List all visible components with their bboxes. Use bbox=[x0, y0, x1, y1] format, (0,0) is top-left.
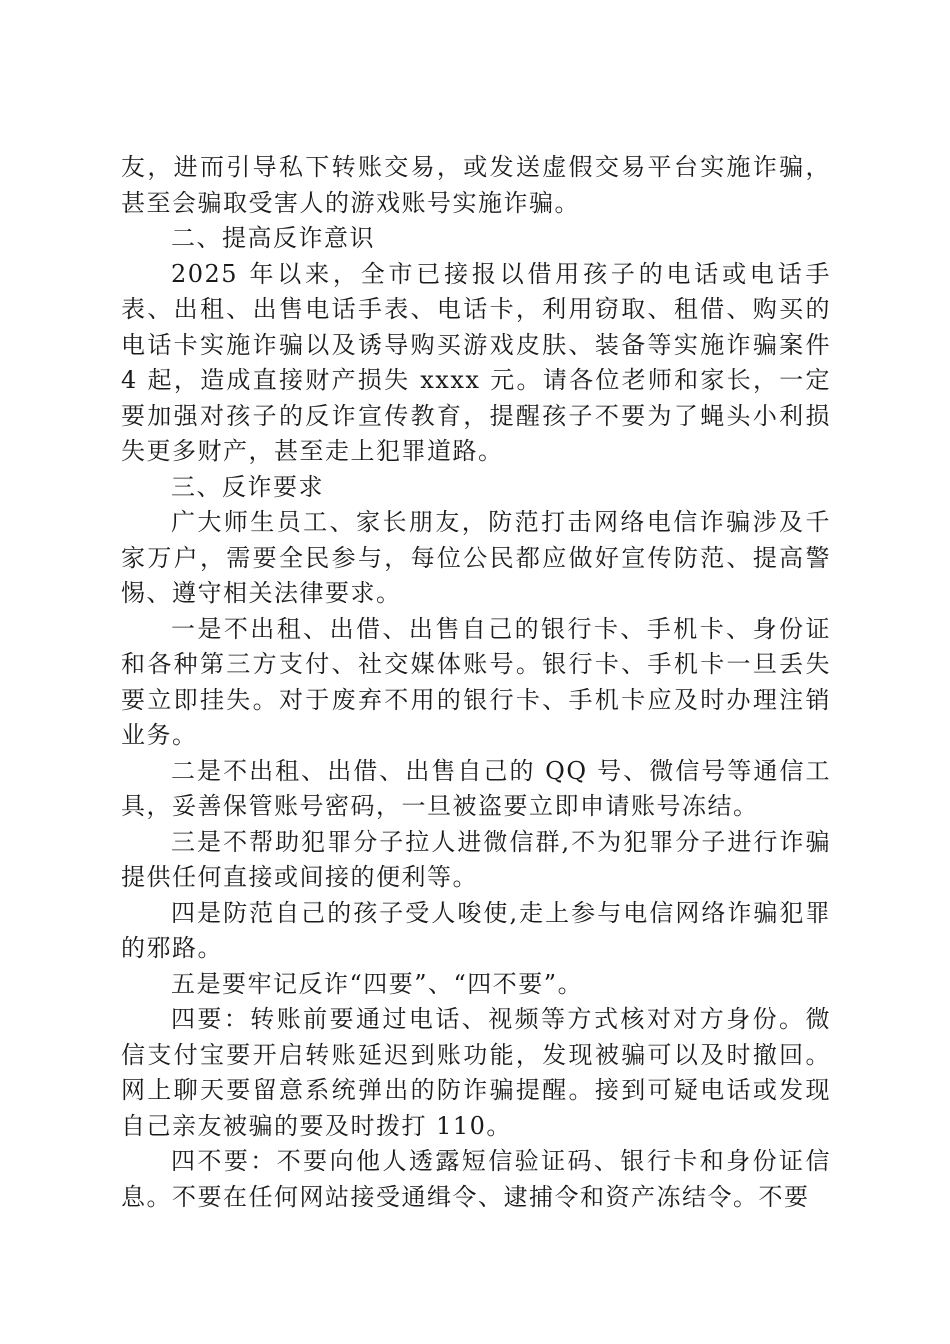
paragraph-case-statistics: 2025 年以来，全市已接报以借用孩子的电话或电话手表、出租、出售电话手表、电话卡，利用窃取、租借、购买的电话卡实施诈骗以及诱导购买游戏皮肤、装备等实施诈骗案件 4 起，造成直接财产损失 xxxx 元。请各位老师和家长，一定要加强对孩子的反诈宣传教育，提醒孩子不要为了蝇头小利损失更多财产，甚至走上犯罪道路。 bbox=[121, 259, 831, 465]
paragraph-rule-5: 五是要牢记反诈“四要”、“四不要”。 bbox=[171, 969, 584, 998]
document-body bbox=[121, 150, 831, 1215]
paragraph-general-appeal: 广大师生员工、家长朋友，防范打击网络电信诈骗涉及千家万户，需要全民参与，每位公民都应做好宣传防范、提高警惕、遵守相关法律要求。 bbox=[121, 508, 831, 607]
paragraph-rule-2: 二是不出租、出借、出售自己的 QQ 号、微信号等通信工具，妥善保管账号密码，一旦被盗要立即申请账号冻结。 bbox=[121, 756, 831, 820]
paragraph-four-donts: 四不要：不要向他人透露短信验证码、银行卡和身份证信息。不要在任何网站接受通缉令、逮捕令和资产冻结令。不要 bbox=[121, 1147, 831, 1211]
section-heading-2: 二、提高反诈意识 bbox=[171, 224, 375, 252]
paragraph-continuation: 友，进而引导私下转账交易，或发送虚假交易平台实施诈骗，甚至会骗取受害人的游戏账号实施诈骗。 bbox=[121, 153, 831, 217]
paragraph-rule-3: 三是不帮助犯罪分子拉人进微信群,不为犯罪分子进行诈骗提供任何直接或间接的便利等。 bbox=[121, 827, 831, 891]
paragraph-rule-1: 一是不出租、出借、出售自己的银行卡、手机卡、身份证和各种第三方支付、社交媒体账号。银行卡、手机卡一旦丢失要立即挂失。对于废弃不用的银行卡、手机卡应及时办理注销业务。 bbox=[121, 614, 831, 749]
section-heading-3: 三、反诈要求 bbox=[171, 472, 324, 501]
paragraph-rule-4: 四是防范自己的孩子受人唆使,走上参与电信网络诈骗犯罪的邪路。 bbox=[121, 898, 831, 962]
paragraph-four-dos: 四要：转账前要通过电话、视频等方式核对对方身份。微信支付宝要开启转账延迟到账功能，发现被骗可以及时撤回。网上聊天要留意系统弹出的防诈骗提醒。接到可疑电话或发现自己亲友被骗的要及时拨打 110。 bbox=[121, 1005, 831, 1140]
